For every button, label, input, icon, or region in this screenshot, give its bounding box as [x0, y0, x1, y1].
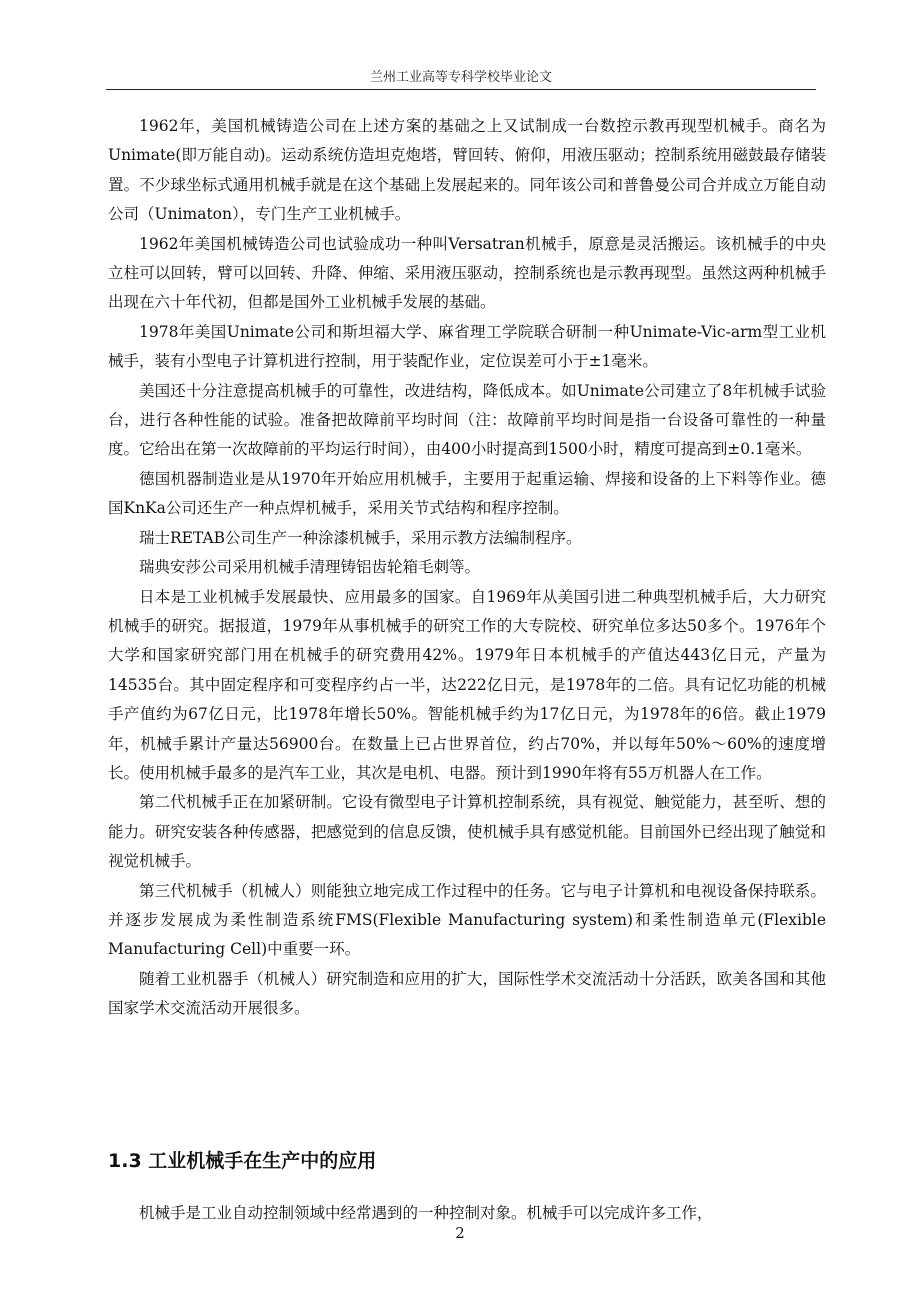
paragraph: 瑞士RETAB公司生产一种涂漆机械手，采用示教方法编制程序。	[139, 528, 582, 547]
paragraph: 1962年，美国机械铸造公司在上述方案的基础之上又试制成一台数控示教再现型机械手。商名为Unimate(即万能自动)。运动系统仿造坦克炮塔，臂回转、俯仰，用液压驱动；控制系统用磁鼓最存储装置。不少球坐标式通用机械手就是在这个基础上发展起来的。同年该公司和普鲁曼公司合并成立万能自动公司（Unimaton），专门生产工业机械手。	[108, 117, 826, 224]
paragraph: 1978年美国Unimate公司和斯坦福大学、麻省理工学院联合研制一种Unimate-Vic-arm型工业机械手，装有小型电子计算机进行控制，用于装配作业，定位误差可小于±1毫米。	[108, 322, 826, 371]
running-header: 兰州工业高等专科学校毕业论文	[106, 66, 816, 90]
paragraph: 1962年美国机械铸造公司也试验成功一种叫Versatran机械手，原意是灵活搬运。该机械手的中央立柱可以回转，臂可以回转、升降、伸缩、采用液压驱动，控制系统也是示教再现型。虽然这两种机械手出现在六十年代初，但都是国外工业机械手发展的基础。	[108, 234, 826, 312]
paragraph: 日本是工业机械手发展最快、应用最多的国家。自1969年从美国引进二种典型机械手后，大力研究机械手的研究。据报道，1979年从事机械手的研究工作的大专院校、研究单位多达50多个。1976年个大学和国家研究部门用在机械手的研究费用42%。1979年日本机械手的产值达443亿日元，产量为14535台。其中固定程序和可变程序约占一半，达222亿日元，是1978年的二倍。具有记忆功能的机械手产值约为67亿日元，比1978年增长50%。智能机械手约为17亿日元，为1978年的6倍。截止1979年，机械手累计产量达56900台。在数量上已占世界首位，约占70%，并以每年50%～60%的速度增长。使用机械手最多的是汽车工业，其次是电机、电器。预计到1990年将有55万机器人在工作。	[108, 587, 826, 782]
section-heading: 1.3 工业机械手在生产中的应用	[108, 1150, 377, 1172]
page-number: 2	[455, 1224, 465, 1242]
paragraph: 第二代机械手正在加紧研制。它设有微型电子计算机控制系统，具有视觉、触觉能力，甚至听、想的能力。研究安装各种传感器，把感觉到的信息反馈，使机械手具有感觉机能。目前国外已经出现了触觉和视觉机械手。	[108, 793, 826, 871]
body-text	[108, 112, 826, 1024]
paragraph: 随着工业机器手（机械人）研究制造和应用的扩大，国际性学术交流活动十分活跃，欧美各国和其他国家学术交流活动开展很多。	[108, 969, 826, 1018]
paragraph: 第三代机械手（机械人）则能独立地完成工作过程中的任务。它与电子计算机和电视设备保持联系。并逐步发展成为柔性制造系统FMS(Flexible Manufacturing system)和柔性制造单元(Flexible Manufacturing Cell)中重要一环。	[108, 881, 826, 959]
paragraph: 美国还十分注意提高机械手的可靠性，改进结构，降低成本。如Unimate公司建立了8年机械手试验台，进行各种性能的试验。准备把故障前平均时间（注：故障前平均时间是指一台设备可靠性的一种量度。它给出在第一次故障前的平均运行时间），由400小时提高到1500小时，精度可提高到±0.1毫米。	[108, 381, 826, 459]
paragraph: 德国机器制造业是从1970年开始应用机械手，主要用于起重运输、焊接和设备的上下料等作业。德国KnKa公司还生产一种点焊机械手，采用关节式结构和程序控制。	[108, 469, 826, 518]
paragraph: 瑞典安莎公司采用机械手清理铸铝齿轮箱毛刺等。	[139, 558, 481, 577]
section-first-line: 机械手是工业自动控制领域中经常遇到的一种控制对象。机械手可以完成许多工作，	[139, 1204, 713, 1222]
